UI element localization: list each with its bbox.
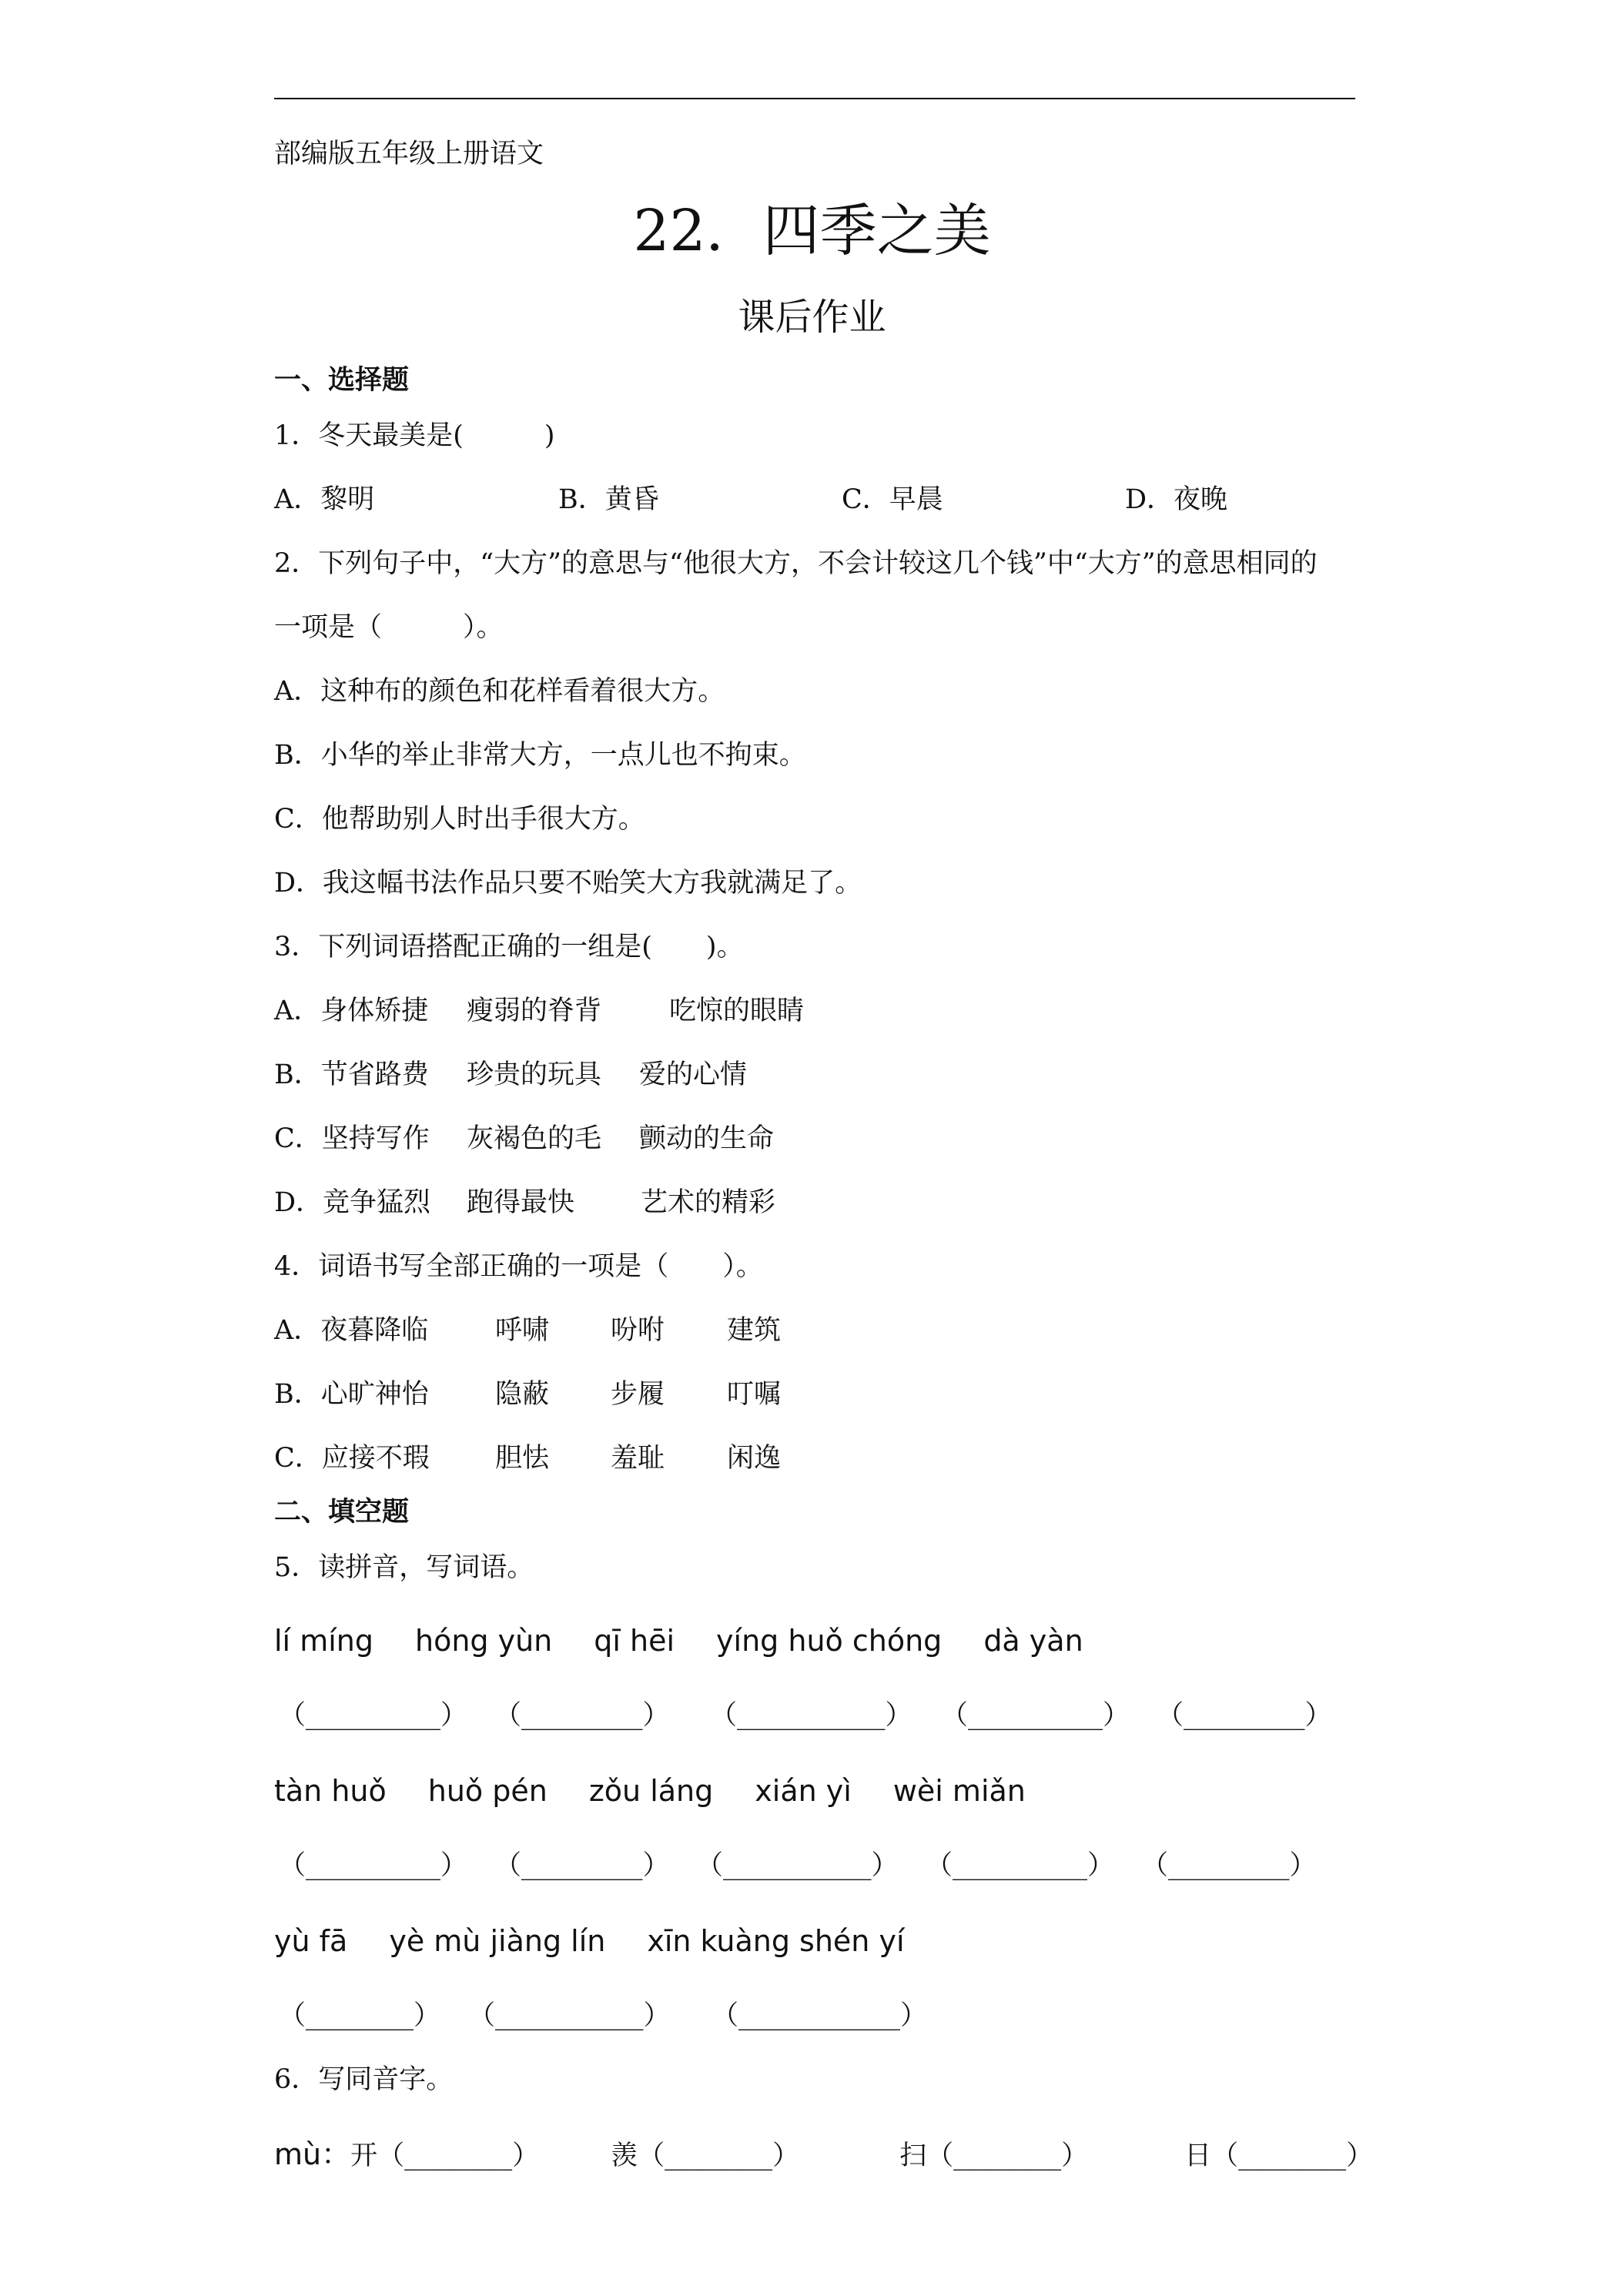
answer-blank[interactable]: 羡（________） (611, 2140, 800, 2171)
q3-option-b (274, 1058, 747, 1092)
q5-stem: 5．读拼音，写词语。 (274, 1552, 534, 1583)
q4-b-word1: B．心旷神怡 (274, 1379, 429, 1410)
answer-blank[interactable]: （___________） (468, 2000, 671, 2031)
q2-stem-line2: 一项是（ ）。 (274, 612, 504, 643)
q4-option-a (274, 1314, 781, 1347)
q1-stem: 1．冬天最美是( ) (274, 420, 555, 451)
q2-option-a: A．这种布的颜色和花样看着很大方。 (274, 676, 725, 707)
page-title: 22．四季之美 (633, 198, 991, 264)
q4-b-word3: 步履 (611, 1379, 665, 1410)
section-choice: 一、选择题 (274, 364, 410, 396)
q5-pinyin-row2 (274, 1774, 1067, 1808)
q4-a-word4: 建筑 (727, 1315, 782, 1346)
q6-pinyin-label: mù： (274, 2137, 351, 2171)
pinyin: dà yàn (983, 1624, 1083, 1658)
q3-d-word3: 艺术的精彩 (641, 1187, 776, 1218)
q5-blank-row3 (279, 1999, 927, 2033)
answer-blank[interactable]: 扫（________） (899, 2140, 1089, 2171)
section-fill: 二、填空题 (274, 1496, 410, 1528)
q3-option-c (274, 1122, 774, 1156)
answer-blank[interactable]: （__________） (279, 1700, 468, 1731)
answer-blank[interactable]: （_________） (494, 1850, 670, 1881)
pinyin: xīn kuàng shén yí (647, 1924, 905, 1958)
answer-blank[interactable]: （__________） (926, 1850, 1115, 1881)
answer-blank[interactable]: （____________） (712, 2000, 928, 2031)
pinyin: lí míng (274, 1624, 373, 1658)
pinyin: wèi miǎn (892, 1774, 1026, 1808)
pinyin: yù fā (274, 1924, 348, 1958)
q3-d-word2: 跑得最快 (467, 1187, 575, 1218)
pinyin: yè mù jiàng lín (389, 1924, 606, 1958)
q4-stem: 4．词语书写全部正确的一项是（ ）。 (274, 1251, 763, 1282)
q3-a-word3: 吃惊的眼睛 (669, 996, 805, 1026)
q3-b-word3: 爱的心情 (639, 1059, 748, 1090)
q3-c-word1: C．坚持写作 (274, 1123, 430, 1154)
q4-c-word4: 闲逸 (727, 1443, 782, 1474)
pinyin: tàn huǒ (274, 1774, 387, 1808)
book-header: 部编版五年级上册语文 (274, 139, 544, 169)
answer-blank[interactable]: （_________） (1141, 1850, 1317, 1881)
page-subtitle: 课后作业 (738, 296, 886, 339)
q3-c-word3: 颤动的生命 (639, 1123, 775, 1154)
q3-option-d (274, 1186, 775, 1220)
q1-options (274, 483, 1227, 517)
q2-option-c: C．他帮助别人时出手很大方。 (274, 804, 645, 835)
q4-option-b (274, 1377, 781, 1411)
q4-a-word3: 吩咐 (611, 1315, 665, 1346)
pinyin: huǒ pén (427, 1774, 547, 1808)
q4-c-word3: 羞耻 (611, 1443, 665, 1474)
answer-blank[interactable]: （_________） (494, 1700, 670, 1731)
q1-option-b: B．黄昏 (558, 484, 659, 515)
q4-a-word1: A．夜暮降临 (274, 1315, 429, 1346)
answer-blank[interactable]: （___________） (710, 1700, 912, 1731)
answer-blank[interactable]: （__________） (941, 1700, 1130, 1731)
q5-blank-row1 (279, 1699, 1332, 1732)
q4-option-c (274, 1441, 781, 1475)
q3-d-word1: D．竞争猛烈 (274, 1187, 431, 1218)
q4-b-word4: 叮嘱 (727, 1379, 782, 1410)
pinyin: hóng yùn (414, 1624, 553, 1658)
q3-b-word2: 珍贵的玩具 (467, 1059, 602, 1090)
q4-a-word2: 呼啸 (495, 1315, 550, 1346)
q2-option-b: B．小华的举止非常大方，一点儿也不拘束。 (274, 740, 806, 771)
answer-blank[interactable]: （__________） (279, 1850, 468, 1881)
q4-b-word2: 隐蔽 (495, 1379, 550, 1410)
q3-a-word1: A．身体矫捷 (274, 996, 429, 1026)
q3-b-word1: B．节省路费 (274, 1059, 429, 1090)
q5-pinyin-row3 (274, 1924, 946, 1958)
q1-option-d: D．夜晚 (1125, 484, 1228, 515)
q3-c-word2: 灰褐色的毛 (467, 1123, 602, 1154)
q4-c-word2: 胆怯 (495, 1443, 550, 1474)
pinyin: qī hēi (594, 1624, 675, 1658)
q2-option-d: D．我这幅书法作品只要不贻笑大方我就满足了。 (274, 868, 862, 899)
q3-stem: 3．下列词语搭配正确的一组是( )。 (274, 932, 744, 962)
answer-blank[interactable]: 开（________） (350, 2140, 540, 2171)
q2-stem-line1: 2．下列句子中，“大方”的意思与“他很大方，不会计较这几个钱”中“大方”的意思相同的 (274, 548, 1318, 579)
header-rule (274, 98, 1355, 99)
answer-blank[interactable]: （________） (279, 2000, 441, 2031)
answer-blank[interactable]: （___________） (696, 1850, 899, 1881)
q3-a-word2: 瘦弱的脊背 (467, 996, 602, 1026)
pinyin: yíng huǒ chóng (716, 1624, 943, 1658)
q4-c-word1: C．应接不瑕 (274, 1443, 430, 1474)
pinyin: zǒu láng (588, 1774, 714, 1808)
answer-blank[interactable]: 日（________） (1184, 2140, 1374, 2171)
q5-pinyin-row1 (274, 1624, 1125, 1658)
q6-items (274, 2137, 1373, 2173)
q1-option-c: C．早晨 (842, 484, 943, 515)
answer-blank[interactable]: （_________） (1157, 1700, 1332, 1731)
q6-stem: 6．写同音字。 (274, 2064, 454, 2095)
q3-option-a (274, 994, 804, 1028)
pinyin: xián yì (755, 1774, 852, 1808)
q5-blank-row2 (279, 1849, 1317, 1883)
q1-option-a: A．黎明 (274, 484, 375, 515)
